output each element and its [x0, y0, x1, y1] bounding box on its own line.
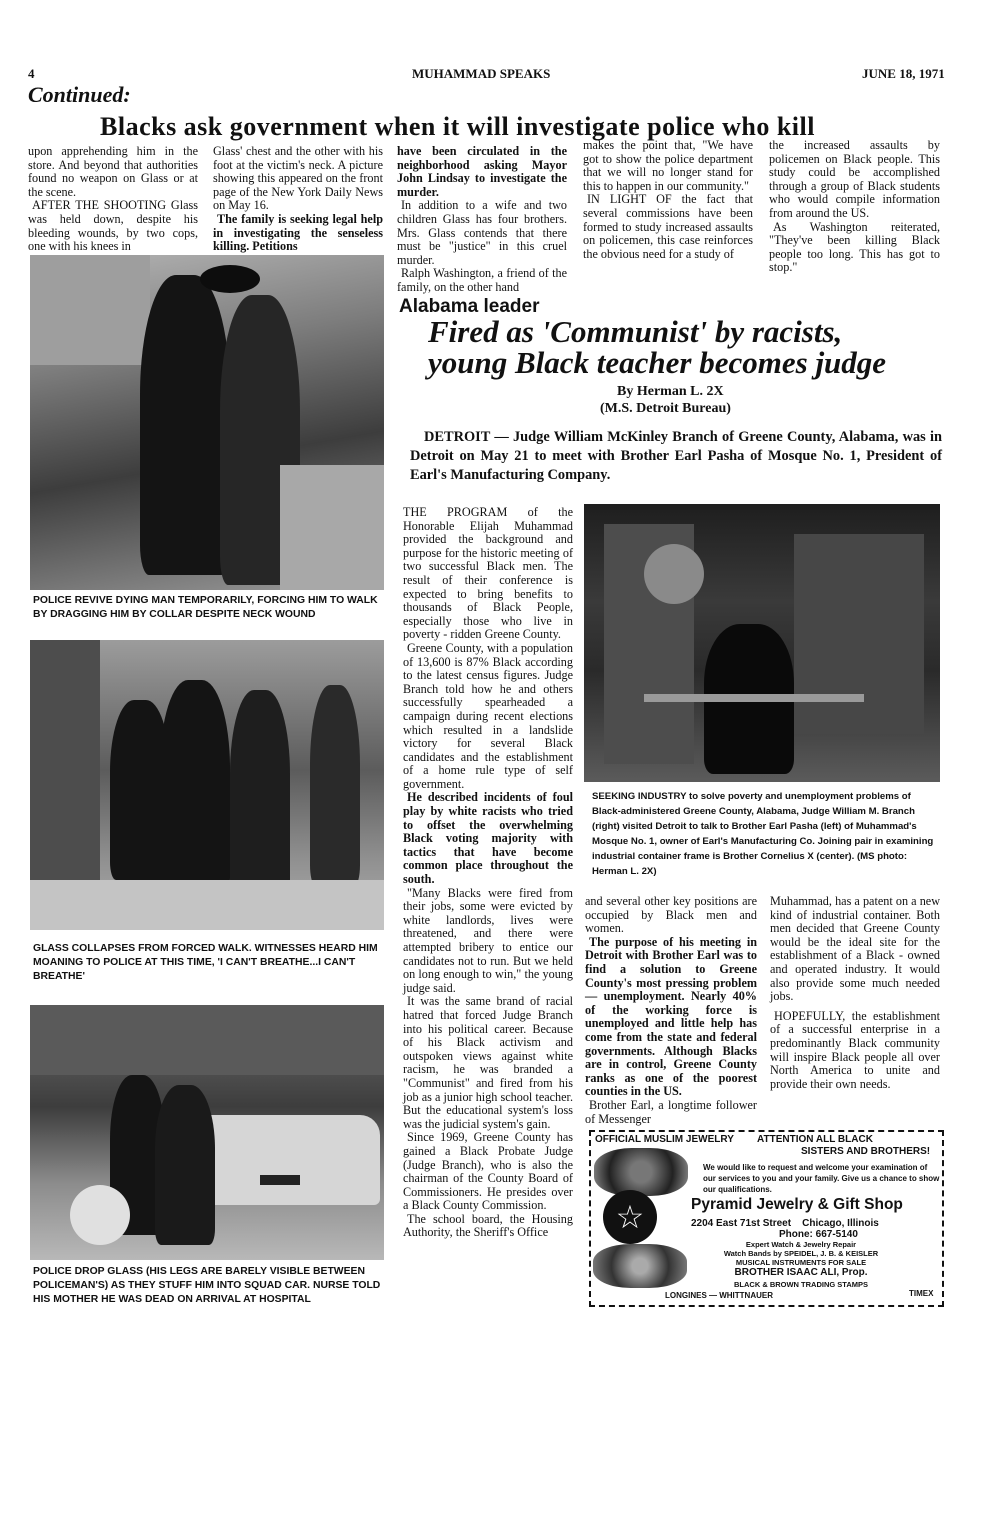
paragraph: have been circulated in the neighborhood asking Mayor John Lindsay to investigate the murder.	[397, 144, 567, 199]
paragraph: The purpose of his meeting in Detroit with Brother Earl was to find a solution to Greene County's most pressing problem — unemployment. Nearly 40% of the working force is unemployed and little help has come from the state and federal governments. Although Blacks are in control, Greene County ranks as one of the poorest counties in the US.	[585, 934, 757, 1099]
story2-headline-2: young Black teacher becomes judge	[428, 345, 887, 380]
issue-date: JUNE 18, 1971	[862, 66, 945, 81]
paragraph: Since 1969, Greene County has gained a Black Probate Judge (Judge Branch), who is also the chairman of the County Board of Commissioners. He presides over a Black County Commission.	[403, 1130, 573, 1213]
paragraph: THE PROGRAM of the Honorable Elijah Muhammad provided the background and purpose for the historic meeting of two successful Black men. The result of their conference is expected to bring benefits to thousands of Black People, especially those who live in poverty - ridden Greene County.	[403, 505, 573, 642]
paragraph: The school board, the Housing Authority, the Sheriff's Office	[403, 1211, 573, 1240]
paragraph: Glass' chest and the other with his foot at the victim's neck. A picture showing this appeared on the front page of the New York Daily News on May 16.	[213, 144, 383, 213]
paragraph: As Washington reiterated, "They've been killing Black people too long. This has got to stop."	[769, 219, 940, 275]
paragraph: Muhammad, has a patent on a new kind of industrial container. Both men decided that Greene County would be the ideal site for the establishment of a Black - owned and operated industry. It would also provide some much needed jobs.	[770, 894, 940, 1004]
paragraph: HOPEFULLY, the establishment of a successful enterprise in a predominantly Black community will inspire Black people all over North America to unite and provide their own needs.	[770, 1008, 940, 1091]
photo-squad-car	[30, 1005, 384, 1260]
story2-photo-caption: SEEKING INDUSTRY to solve poverty and unemployment problems of Black-administered Greene County, Alabama, Judge William M. Branch (right) visited Detroit to talk to Brother Earl Pasha (left) of Muhammad's Mosque No. 1, owner of Earl's Manufacturing Co. Joining pair in examining industrial container frame is Brother Cornelius X (center). (MS photo: Herman L. 2X)	[592, 791, 934, 877]
ad-repair-line: Expert Watch & Jewelry Repair	[745, 1240, 857, 1249]
photo-caption-1: POLICE REVIVE DYING MAN TEMPORARILY, FORCING HIM TO WALK BY DRAGGING HIM BY COLLAR DESPITE NECK WOUND	[33, 595, 378, 620]
ad-address: 2204 East 71st Street Chicago, Illinois	[691, 1218, 879, 1229]
paper-name: MUHAMMAD SPEAKS	[412, 66, 551, 81]
ad-brands-left: LONGINES — WHITTNAUER	[665, 1291, 773, 1300]
paragraph: Greene County, with a population of 13,600 is 87% Black according to the latest census figures. Judge Branch told how he and others successfully spearheaded a campaign during recent elections which resulted in a landslide victory for several Black candidates and the establishment of a home rule type of self government.	[403, 640, 573, 791]
photo-industry-meeting	[584, 504, 940, 782]
page-number: 4	[28, 66, 35, 81]
story2-col2	[585, 895, 757, 1126]
story2-byline: By Herman L. 2X	[617, 384, 724, 399]
photo-police-dragging	[30, 255, 384, 590]
story1-col2	[213, 145, 383, 254]
paragraph: In addition to a wife and two children Glass has four brothers. Mrs. Glass contends that there must be "justice" in this cruel murder.	[397, 198, 567, 267]
ad-stamps: BLACK & BROWN TRADING STAMPS	[733, 1280, 869, 1289]
ad-phone: Phone: 667-5140	[779, 1229, 858, 1240]
paragraph: Ralph Washington, a friend of the family, on the other hand	[397, 266, 567, 294]
paragraph: AFTER THE SHOOTING Glass was held down, despite his bleeding wounds, by two cops, one with his knees in	[28, 198, 198, 254]
continued-label: Continued:	[28, 82, 131, 107]
paragraph: It was the same brand of racial hatred that forced Judge Branch into his political career. Because of his Black activism and outspoken views against white racism, he was branded a "Communist" and fired from his job as a junior high school teacher. But the educational system's loss was the judicial system's gain.	[403, 994, 573, 1131]
ring-image	[594, 1148, 688, 1196]
photo-glass-collapses	[30, 640, 384, 930]
ad-owner: BROTHER ISAAC ALI, Prop.	[734, 1267, 868, 1278]
story2-lede: DETROIT — Judge William McKinley Branch of Greene County, Alabama, was in Detroit on May 21 to meet with Brother Earl Pasha of Mosque No. 1, President of Earl's Manufacturing Company.	[410, 429, 942, 483]
story1-col1	[28, 145, 198, 254]
ad-attention-1: ATTENTION ALL BLACK	[757, 1134, 873, 1145]
jewelry-advertisement	[589, 1130, 944, 1307]
story2-col1	[403, 506, 573, 1240]
paragraph: The family is seeking legal help in investigating the senseless killing. Petitions	[213, 211, 383, 254]
ad-instruments-line: MUSICAL INSTRUMENTS FOR SALE	[735, 1258, 867, 1267]
ad-brands-right: TIMEX	[909, 1289, 934, 1298]
paragraph: the increased assaults by policemen on Black people. This study could be accomplished through a group of Black students who would compile information from around the US.	[769, 138, 940, 220]
ad-official-label: OFFICIAL MUSLIM JEWELRY	[595, 1134, 734, 1145]
story1-col4	[583, 139, 753, 261]
photo-caption-2: GLASS COLLAPSES FROM FORCED WALK. WITNESSES HEARD HIM MOANING TO POLICE AT THIS TIME, 'I CAN'T BREATHE...I CAN'T BREATHE'	[33, 943, 378, 982]
paragraph: upon apprehending him in the store. And beyond that authorities found no weapon on Glass or at the scene.	[28, 144, 198, 199]
photo-caption-3: POLICE DROP GLASS (HIS LEGS ARE BARELY VISIBLE BETWEEN POLICEMAN'S) AS THEY STUFF HIM INTO SQUAD CAR. NURSE TOLD HIS MOTHER HE WAS DEAD ON ARRIVAL AT HOSPITAL	[33, 1266, 381, 1305]
ad-watchbands-line: Watch Bands by SPEIDEL, J. B. & KEISLER	[723, 1249, 879, 1258]
ad-invitation: We would like to request and welcome your examination of our services to you and your family. Give us a chance to show our qualifications.	[703, 1163, 940, 1194]
paragraph: and several other key positions are occupied by Black men and women.	[585, 894, 757, 936]
story2-kicker: Alabama leader	[399, 296, 540, 317]
ring-image	[593, 1244, 687, 1288]
ad-attention-2: SISTERS AND BROTHERS!	[801, 1146, 931, 1157]
story1-col3	[397, 145, 567, 295]
paragraph: He described incidents of foul play by white racists who tried to offset the overwhelming Black voting majority with tactics that have become common place throughout the south.	[403, 790, 573, 887]
story2-bureau: (M.S. Detroit Bureau)	[600, 401, 731, 416]
story2-col3	[770, 895, 940, 1091]
paragraph: "Many Blacks were fired from their jobs, some were evicted by white landlords, lives were threatened, and there were attempted bribery to entice our candidates not to run. But we held on long enough to win," the young judge said.	[403, 885, 573, 995]
story2-headline-1: Fired as 'Communist' by racists,	[428, 314, 843, 349]
paragraph: IN LIGHT OF the fact that several commissions have been formed to study increased assaults on policemen, this case reinforces the obvious need for a study of	[583, 192, 753, 261]
paragraph: makes the point that, "We have got to show the police department that we will no longer stand for this to happen in our community."	[583, 138, 753, 193]
ad-store-name: Pyramid Jewelry & Gift Shop	[691, 1196, 903, 1213]
paragraph: Brother Earl, a longtime follower of Messenger	[585, 1097, 757, 1126]
star-crescent-icon: ☆	[603, 1190, 657, 1244]
story1-col5	[769, 139, 940, 275]
story1-headline: Blacks ask government when it will investigate police who kill	[100, 112, 815, 141]
